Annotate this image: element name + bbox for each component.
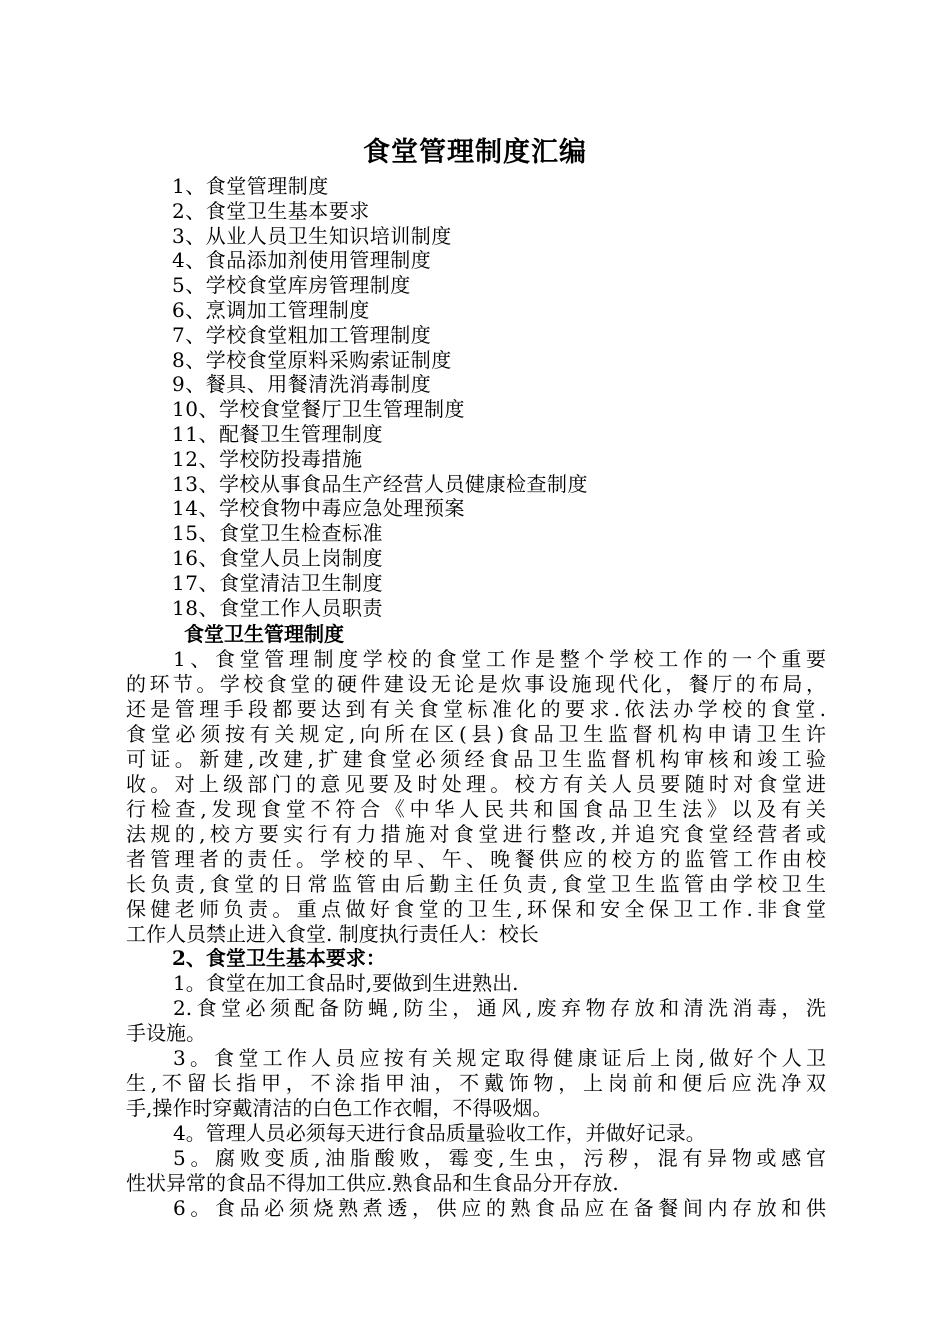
toc-item: 2、食堂卫生基本要求: [172, 198, 370, 223]
toc-item: 14、学校食物中毒应急处理预案: [172, 496, 465, 521]
paragraph-line: 者管理者的责任。学校的早、午、晚餐供应的校方的监管工作由校: [126, 847, 826, 871]
toc-item: 11、配餐卫生管理制度: [172, 421, 383, 446]
toc-item: 3、从业人员卫生知识培训制度: [172, 223, 452, 248]
toc-item: 4、食品添加剂使用管理制度: [172, 248, 432, 273]
toc-item: 12、学校防投毒措施: [172, 446, 363, 471]
toc-item: 13、学校从事食品生产经营人员健康检查制度: [172, 471, 588, 496]
paragraph-line: 4。管理人员必须每天进行食品质量验收工作，并做好记录。: [173, 1121, 706, 1145]
paragraph-line: 1、食堂管理制度学校的食堂工作是整个学校工作的一个重要: [173, 647, 826, 671]
table-of-contents: [172, 174, 588, 620]
paragraph-line: 法规的,校方要实行有力措施对食堂进行整改,并追究食堂经营者或: [126, 822, 826, 846]
paragraph-line: 2.食堂必须配备防蝇,防尘，通风,废弃物存放和清洗消毒，洗: [173, 996, 826, 1020]
paragraph-line: 6。食品必须烧熟煮透，供应的熟食品应在备餐间内存放和供: [173, 1196, 826, 1220]
toc-item: 5、学校食堂库房管理制度: [172, 273, 411, 298]
toc-item: 17、食堂清洁卫生制度: [172, 570, 383, 595]
paragraph-line: 5。腐败变质,油脂酸败，霉变,生虫，污秽，混有异物或感官: [173, 1146, 826, 1170]
paragraph-line: 3。食堂工作人员应按有关规定取得健康证后上岗,做好个人卫: [173, 1046, 826, 1070]
paragraph-line: 手设施。: [126, 1021, 206, 1045]
toc-item: 15、食堂卫生检查标准: [172, 521, 383, 546]
section-heading: 2、食堂卫生基本要求：: [172, 946, 386, 970]
toc-item: 7、学校食堂粗加工管理制度: [172, 322, 432, 347]
paragraph-line: 工作人员禁止进入食堂. 制度执行责任人：校长: [126, 922, 539, 946]
paragraph-line: 还是管理手段都要达到有关食堂标准化的要求.依法办学校的食堂.: [126, 697, 826, 721]
paragraph-line: 手,操作时穿戴清洁的白色工作衣帽，不得吸烟。: [126, 1096, 553, 1120]
toc-item: 16、食堂人员上岗制度: [172, 545, 383, 570]
document-title: 食堂管理制度汇编: [363, 137, 587, 168]
paragraph-line: 1。食堂在加工食品时,要做到生进熟出.: [173, 971, 519, 995]
toc-item: 1、食堂管理制度: [172, 174, 329, 198]
paragraph-line: 性状异常的食品不得加工供应.熟食品和生食品分开存放.: [126, 1171, 619, 1195]
paragraph-line: 生,不留长指甲，不涂指甲油，不戴饰物，上岗前和便后应洗净双: [126, 1071, 826, 1095]
paragraph-line: 可证。新建,改建,扩建食堂必须经食品卫生监督机构审核和竣工验: [126, 747, 826, 771]
paragraph-line: 收。对上级部门的意见要及时处理。校方有关人员要随时对食堂进: [126, 772, 826, 796]
paragraph-line: 食堂必须按有关规定,向所在区(县)食品卫生监督机构申请卫生许: [126, 722, 826, 746]
paragraph-line: 行检查,发现食堂不符合《中华人民共和国食品卫生法》以及有关: [126, 797, 826, 821]
toc-item: 9、餐具、用餐清洗消毒制度: [172, 372, 432, 397]
toc-item: 6、烹调加工管理制度: [172, 297, 370, 322]
toc-item: 10、学校食堂餐厅卫生管理制度: [172, 397, 465, 422]
section-heading: 食堂卫生管理制度: [184, 622, 344, 646]
paragraph-line: 的环节。学校食堂的硬件建设无论是炊事设施现代化，餐厅的布局，: [126, 672, 826, 696]
paragraph-line: 保健老师负责。重点做好食堂的卫生,环保和安全保卫工作.非食堂: [126, 897, 826, 921]
toc-item: 8、学校食堂原料采购索证制度: [172, 347, 452, 372]
toc-item: 18、食堂工作人员职责: [172, 595, 383, 620]
paragraph-line: 长负责,食堂的日常监管由后勤主任负责,食堂卫生监管由学校卫生: [126, 872, 826, 896]
